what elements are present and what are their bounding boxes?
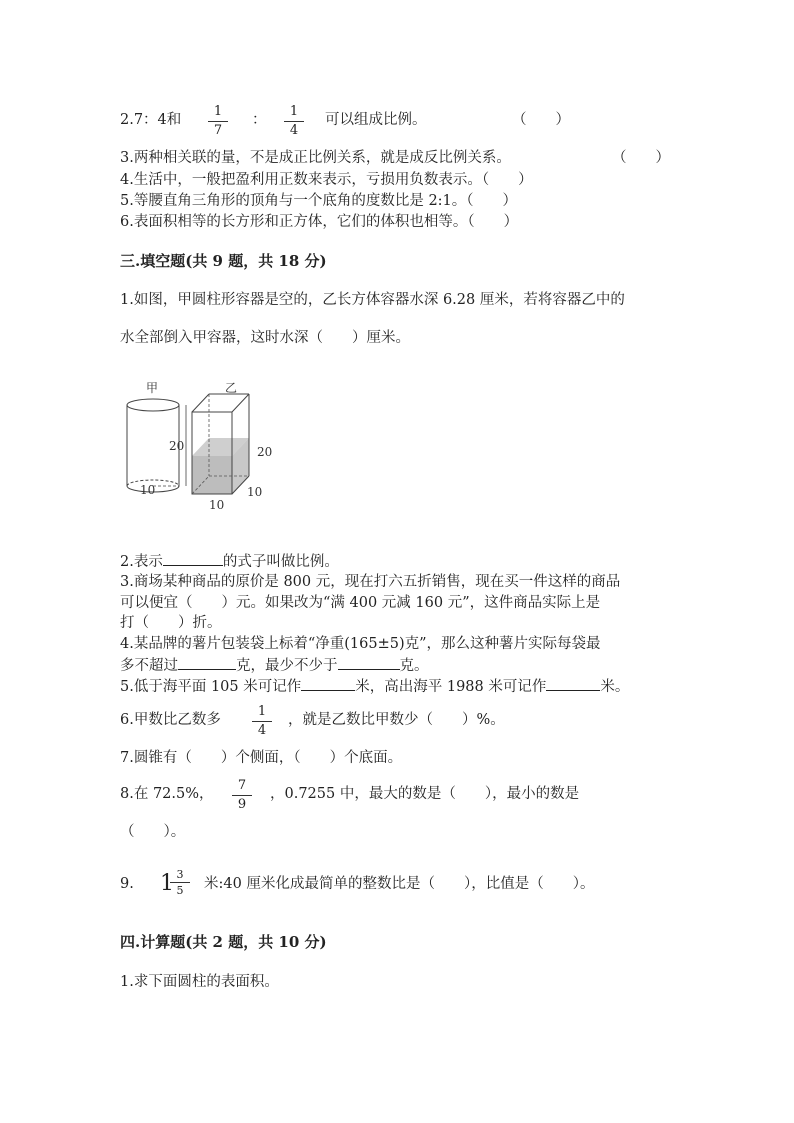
- fill-q8-prefix: 8.在 72.5%，: [120, 786, 214, 802]
- fill-q1-line2: 水全部倒入甲容器，这时水深（ ）厘米。: [120, 330, 410, 346]
- judge-q4: 4.生活中，一般把盈利用正数来表示，亏损用负数表示。（ ）: [120, 172, 533, 188]
- fill-q2-prefix: 2.表示: [120, 554, 163, 570]
- fill-q6-fraction: $\frac{1}{4}$: [252, 704, 272, 739]
- fill-q5-text-a: 5.低于海平面 105 米可记作: [120, 679, 302, 695]
- judge-q2-text: 可以组成比例。: [325, 112, 427, 128]
- fill-q2: [120, 551, 339, 572]
- fill-q5-blank-2[interactable]: [546, 676, 600, 691]
- containers-figure: [115, 378, 285, 513]
- judge-q5: 5.等腰直角三角形的顶角与一个底角的度数比是 2:1。（ ）: [120, 193, 518, 209]
- judge-q2-prefix: 2.7：4和: [120, 112, 182, 128]
- box-width-label: 10: [209, 498, 225, 512]
- judge-q2-fraction-2: $\frac{1}{4}$: [284, 104, 304, 139]
- fill-q9-number: 9.: [120, 876, 134, 892]
- fill-q2-suffix: 的式子叫做比例。: [222, 554, 339, 570]
- fill-section-heading: 三.填空题(共 9 题，共 18 分): [120, 252, 327, 270]
- fill-q9-mixed-whole: 1: [160, 871, 174, 896]
- fill-q8-fraction: $\frac{7}{9}$: [232, 778, 252, 813]
- fill-q1-line1: 1.如图，甲圆柱形容器是空的，乙长方体容器水深 6.28 厘米，若将容器乙中的: [120, 292, 625, 308]
- fill-q9-text: 米:40 厘米化成最简单的整数比是（ ），比值是（ ）。: [204, 876, 595, 892]
- fill-q4-text-b: 克，最少不少于: [236, 658, 338, 674]
- judge-q3-answer-paren[interactable]: （ ）: [612, 150, 670, 166]
- box-edge: [232, 394, 249, 412]
- box-edge: [192, 394, 209, 412]
- fill-q4-text-c: 克。: [399, 658, 429, 674]
- fill-q6-text: ，就是乙数比甲数少（ ）%。: [288, 712, 505, 728]
- fill-q9-mixed-fraction: $\frac{3}{5}$: [170, 868, 190, 897]
- cylinder-top: [127, 399, 179, 411]
- judge-q6: 6.表面积相等的长方形和正方体，它们的体积也相等。（ ）: [120, 214, 519, 230]
- fill-q6-prefix: 6.甲数比乙数多: [120, 712, 221, 728]
- fill-q8-text: ，0.7255 中，最大的数是（ ），最小的数是: [270, 786, 580, 802]
- fill-q7: 7.圆锥有（ ）个侧面，（ ）个底面。: [120, 750, 403, 766]
- fill-q4-line1: 4.某品牌的薯片包装袋上标着“净重(165±5)克”，那么这种薯片实际每袋最: [120, 636, 601, 652]
- fill-q4-line2: [120, 655, 429, 676]
- figure-label-a: 甲: [146, 381, 159, 395]
- calc-section-heading: 四.计算题(共 2 题，共 10 分): [120, 933, 327, 951]
- fill-q3-line2: 可以便宜（ ）元。如果改为“满 400 元减 160 元”，这件商品实际上是: [120, 595, 601, 611]
- figure-label-b: 乙: [225, 381, 238, 395]
- fill-q5-blank-1[interactable]: [301, 676, 355, 691]
- calc-q1: 1.求下面圆柱的表面积。: [120, 974, 279, 990]
- judge-q2-colon: ：: [252, 112, 267, 128]
- cylinder-height-label: 20: [169, 439, 185, 453]
- box-height-label: 20: [257, 445, 273, 459]
- judge-q2-fraction-1: $\frac{1}{7}$: [208, 104, 228, 139]
- fill-q3-line3: 打（ ）折。: [120, 615, 222, 631]
- fill-q4-text-a: 多不超过: [120, 658, 178, 674]
- judge-q2-answer-paren[interactable]: （ ）: [512, 112, 570, 128]
- fill-q5: [120, 676, 629, 697]
- cylinder-diameter-label: 10: [140, 483, 156, 497]
- fill-q3-line1: 3.商场某种商品的原价是 800 元，现在打六五折销售，现在买一件这样的商品: [120, 574, 621, 590]
- judge-q3: 3.两种相关联的量，不是成正比例关系，就是成反比例关系。: [120, 150, 511, 166]
- fill-q5-text-c: 米。: [600, 679, 630, 695]
- fill-q4-blank-min[interactable]: [338, 655, 400, 670]
- box-depth-label: 10: [247, 485, 263, 499]
- fill-q8-line2: （ ）。: [120, 824, 186, 840]
- fill-q4-blank-max[interactable]: [178, 655, 236, 670]
- fill-q2-blank[interactable]: [163, 551, 223, 566]
- fill-q5-text-b: 米，高出海平 1988 米可记作: [355, 679, 547, 695]
- water-front: [192, 456, 232, 494]
